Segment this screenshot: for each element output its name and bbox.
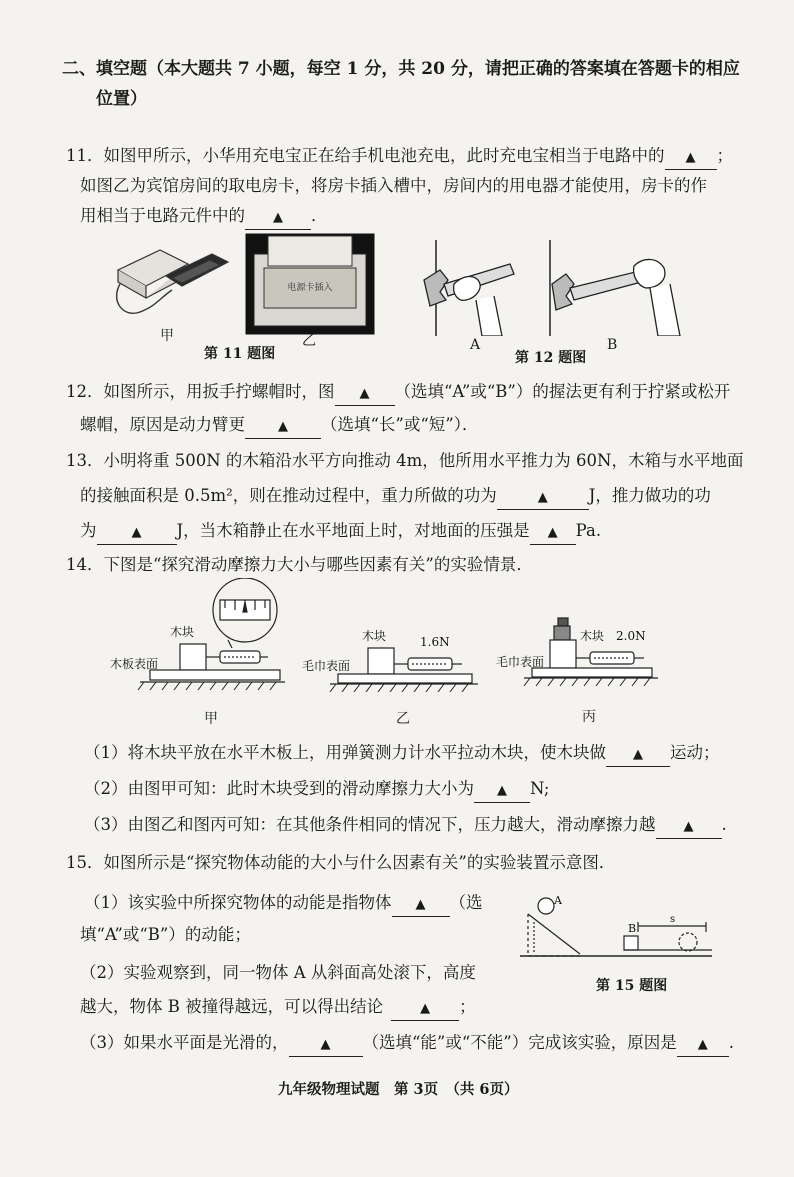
fig14-label-yi: 乙	[396, 711, 410, 727]
fig15-label-s: s	[670, 914, 676, 925]
fig14-jia-surface: 木板表面	[110, 657, 159, 671]
fig15-label-b: B	[628, 922, 637, 935]
fig12-label-b: B	[607, 337, 618, 353]
q15-sub1-cont: 填“A”或“B”）的动能；	[80, 925, 251, 944]
friction-figure-bing	[496, 612, 666, 692]
answer-blank[interactable]: ▲	[289, 1032, 363, 1057]
answer-blank[interactable]: ▲	[245, 205, 311, 230]
answer-blank[interactable]: ▲	[656, 814, 722, 839]
answer-blank[interactable]: ▲	[97, 520, 177, 545]
fig12-caption: 第 12 题图	[515, 350, 587, 366]
friction-figure-yi	[302, 620, 482, 692]
wrench-b-figure	[540, 240, 690, 336]
fig14-yi-force: 1.6N	[420, 635, 450, 649]
answer-blank[interactable]: ▲	[474, 778, 530, 803]
fig14-label-jia: 甲	[204, 711, 218, 727]
section-heading-line2: 位置）	[96, 89, 147, 109]
answer-blank[interactable]: ▲	[665, 145, 717, 170]
fig14-yi-block: 木块	[362, 629, 387, 643]
answer-blank[interactable]: ▲	[392, 892, 450, 917]
fig12-label-a: A	[470, 337, 481, 353]
fig15-caption: 第 15 题图	[596, 978, 668, 994]
answer-blank[interactable]: ▲	[335, 381, 395, 406]
q14-sub1: （1）将木块平放在水平木板上，用弹簧测力计水平拉动木块，使木块做 ▲ 运动；	[84, 742, 720, 767]
fig14-jia-block: 木块	[170, 625, 195, 639]
q13-line2: 的接触面积是 0.5m²，则在推动过程中，重力所做的功为 ▲ J，推力做功的功	[80, 485, 711, 510]
fig11-label-jia: 甲	[160, 328, 174, 344]
fig14-bing-force: 2.0N	[616, 629, 646, 643]
fig14-label-bing: 丙	[582, 709, 596, 725]
section-heading-line1: 二、填空题（本大题共 7 小题，每空 1 分，共 20 分，请把正确的答案填在答题卡的相应	[62, 59, 740, 79]
fig11-caption: 第 11 题图	[204, 346, 276, 362]
q14-line1: 14．下图是“探究滑动摩擦力大小与哪些因素有关”的实验情景．	[66, 555, 533, 574]
fig14-bing-block: 木块	[580, 629, 605, 643]
q12-line1: 12．如图所示，用扳手拧螺帽时，图 ▲ （选填“A”或“B”）的握法更有利于拧紧或松开	[66, 381, 730, 406]
answer-blank[interactable]: ▲	[530, 520, 576, 545]
q15-line1: 15．如图所示是“探究物体动能的大小与什么因素有关”的实验装置示意图．	[66, 853, 616, 872]
answer-blank[interactable]: ▲	[677, 1032, 729, 1057]
fig14-yi-surface: 毛巾表面	[302, 659, 351, 673]
fig14-bing-surface: 毛巾表面	[496, 655, 545, 669]
fig15-label-a: A	[554, 894, 562, 907]
q15-sub3: （3）如果水平面是光滑的， ▲ （选填“能”或“不能”）完成该实验，原因是 ▲ .	[80, 1032, 734, 1057]
page-footer: 九年级物理试题 第 3页 （共 6页）	[278, 1081, 519, 1098]
q15-sub2: （2）实验观察到，同一物体 A 从斜面高处滚下，高度	[80, 963, 476, 982]
q11-line2: 如图乙为宾馆房间的取电房卡，将房卡插入槽中，房间内的用电器才能使用，房卡的作	[80, 176, 707, 195]
q13-line3: 为 ▲ J，当木箱静止在水平地面上时，对地面的压强是 ▲ Pa.	[80, 520, 601, 545]
q11-line3: 用相当于电路元件中的 ▲ ．	[80, 205, 328, 230]
fig11-label-yi: 乙	[302, 333, 316, 349]
room-card-slot-figure	[244, 232, 376, 336]
answer-blank[interactable]: ▲	[497, 485, 589, 510]
q14-sub2: （2）由图甲可知：此时木块受到的滑动摩擦力大小为 ▲ N;	[84, 778, 549, 803]
powerbank-phone-figure	[100, 232, 240, 332]
q15-sub2-cont: 越大，物体 B 被撞得越远，可以得出结论 ▲ ；	[80, 996, 476, 1021]
wrench-a-figure	[410, 240, 540, 336]
q11-line1: 11．如图甲所示，小华用充电宝正在给手机电池充电，此时充电宝相当于电路中的 ▲ ；	[66, 145, 733, 170]
answer-blank[interactable]: ▲	[245, 414, 321, 439]
q14-sub3: （3）由图乙和图丙可知：在其他条件相同的情况下，压力越大，滑动摩擦力越 ▲ .	[84, 814, 727, 839]
q13-line1: 13．小明将重 500N 的木箱沿水平方向推动 4m，他所用水平推力为 60N，木箱与水平地面	[66, 451, 744, 470]
card-slot-text: 电源卡插入	[287, 283, 333, 293]
answer-blank[interactable]: ▲	[606, 742, 670, 767]
q15-sub1: （1）该实验中所探究物体的动能是指物体 ▲ （选	[84, 892, 483, 917]
q12-line2: 螺帽，原因是动力臂更 ▲ （选填“长”或“短”）．	[80, 414, 479, 439]
friction-figure-jia	[110, 578, 290, 690]
ramp-figure	[520, 892, 720, 964]
answer-blank[interactable]: ▲	[391, 996, 459, 1021]
